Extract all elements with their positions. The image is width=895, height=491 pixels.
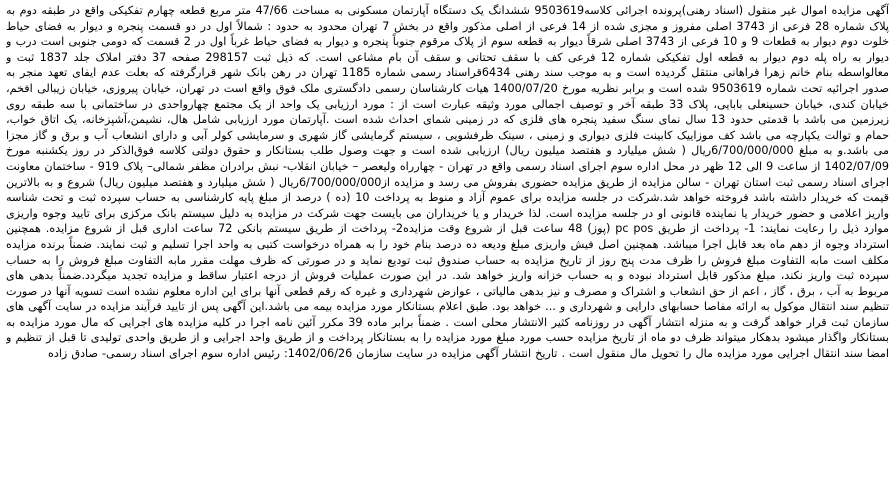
auction-notice <box>6 3 889 488</box>
notice-body-text: آگهی مزایده اموال غیر منقول (اسناد رهنی)پرونده اجرائی کلاسه9503619 ششدانگ یک دستگاه آپارتمان مسکونی به مساحت 47/66 متر مربع قطعه چهارم تفکیکی واقع در طبقه دوم به پلاک شماره 28 فرعی از 3743 اصلی مفروز و مجزی شده از 14 فرعی از اصلی مذکور واقع در بخش 7 تهران محدود به حدود : شمالاً اول در دو قسمت پنجره و دیوار به فضای حیاط خلوت دوم دیوار به قطعات 9 و 10 فرعی از 3743 اصلی شرقاً دیوار به قطعه سوم از پلاک مرقوم جنوباً پنجره و دیوار به فضای حیاط غرباً اول در 2 قسمت که دومی جنوبی است درب و دیوار به راه پله دوم دیوار به قطعه اول تفکیکی شماره 12 فرعی کف با سقف تحتانی و سقف آن بام مشاعی است. که ذیل ثبت 298157 صفحه 37 دفتر املاک جلد 1837 ثبت و معالواسطه بنام خانم زهرا فراهانی منتقل گردیده است و به موجب سند رهنی 6434قراسناد رسمی شماره 1185 تهران در رهن بانک شهر قرارگرفته که بعلت عدم ایفای تعهد منجر به صدور اجرائیه تحت شماره 9503619 شده است و برابر نظریه مورخ 1400/07/20 هیات کارشناسان رسمی دادگستری ملک فوق واقع است در تهران، خیابان پیروزی، خیابان زیبالی افخم، خیابان کندی، خیابان حسینعلی بابایی، پلاک 33 طبقه آخر و توصیف اجمالی مورد وثیقه عبارت است از : مورد ارزیابی یک واحد از یک مجتمع چهارواحدی در ساختمانی با سه طبقه روی زیرزمین می باشد با قدمتی حدود 13 سال نمای سنگ سفید پنجره های فلزی که در زمینی شمای احداث شده است .آپارتمان مورد ارزیابی شامل هال، نشیمن،آشپزخانه، یک اتاق خواب، حمام و توالت یکپارچه می باشد کف موزاییک کابینت فلزی دیواری و زمینی ، سینک ظرفشویی ، سیستم گرمایشی گاز شهری و سرمایشی کولر آبی و دارای انشعاب آب و برق و گاز مجزا می باشد.و به مبلغ 6/700/000/000ریال ( شش میلیارد و هفتصد میلیون ریال) ارزیابی شده است و جهت وصول طلب بستانکار و حقوق دولتی کلاسه فوق‌الذکر در روز یکشنبه مورخ 1402/07/09 از ساعت 9 الی 12 ظهر در محل اداره سوم اجرای اسناد رسمی واقع در تهران - چهارراه ولیعصر – خیابان انقلاب- نبش برادران مظفر شمالی– پلاک 919 - ساختمان معاونت اجرای اسناد رسمی ثبت استان تهران - سالن مزایده از طریق مزایده حضوری بفروش می رسد و مزایده از6/700/000/000ریال ( شش میلیارد و هفتصد میلیون ریال) شروع و به بالاترین قیمت که خریدار داشته باشد فروخته خواهد شد.شرکت در جلسه مزایده برای عموم آزاد و منوط به پرداخت 10 (ده ) درصد از مبلغ پایه کارشناسی به حساب سپرده ثبت و تحت شناسه واریز اعلامی و حضور خریدار یا نماینده قانونی او در جلسه مزایده است. لذا خریدار و یا خریداران می بایست جهت شرکت در مزایده به دلیل سیستم بانک مرکزی برای تایید وجوه واریزی موارد ذیل را رعایت نمایند: 1- پرداخت از طریق pc pos (پوز) 48 ساعت قبل از شروع وقت مزایده2- پرداخت از طریق سیستم بانکی 72 ساعت اداری قبل از شروع مزایده. همچنین استرداد وجوه از دهم ماه بعد قابل اجرا میباشد. همچنین اصل فیش واریزی مبلغ ودیعه ده درصد بنام خود را به همراه درخواست کتبی به واحد اجرا تسلیم و ثبت نمایند. ضمناً برنده مزایده مکلف است مابه التفاوت مبلغ فروش را ظرف مدت پنج روز از تاریخ مزایده به حساب صندوق ثبت تودیع نماید و در صورتی که ظرف مهلت مقرر مابه التفاوت مبلغ فروش را به حساب سپرده ثبت واریز نکند، مبلغ مذکور قابل استرداد نبوده و به حساب خزانه واریز خواهد شد. در این صورت عملیات فروش از درجه اعتبار ساقط و مزایده تجدید میگردد.ضمناً بدهی های مربوط به آب ، برق ، گاز ، اعم از حق انشعاب و اشتراک و مصرف و نیز بدهی مالیاتی ، عوارض شهرداری و غیره که رقم قطعی آنها برای این اداره معلوم نشده است تسویه آنها در صورت تنظیم سند انتقال موکول به ارائه مفاصا حسابهای دارایی و شهرداری و ... خواهد بود. طبق اعلام بستانکار مورد مزایده بیمه می باشد.این آگهی پس از تایید فرآیند مزایده در سایت آگهی های سازمان ثبت قرار خواهد گرفت و به منزله انتشار آگهی در روزنامه کثیر الانتشار محلی است . ضمناً برابر ماده 39 مکرر آئین نامه اجرا در کلیه مزایده های اجرایی که مال مورد مزایده به بستانکار واگذار میشود بدهکار میتواند ظرف دو ماه از تاریخ مزایده حسب مورد مبلغ مورد مزایده را به بستانکار پرداخت و از طریق واحد اجرایی و از طریق واحدی تولیدی تا قبل از تنظیم و امضا سند انتقال اجرایی مورد مزایده مال را تحویل مال منقول است . تاریخ انتشار آگهی مزایده در سایت سازمان 1402/06/26: رئیس اداره سوم اجرای اسناد رسمی- صادق زاده <box>6 4 889 361</box>
